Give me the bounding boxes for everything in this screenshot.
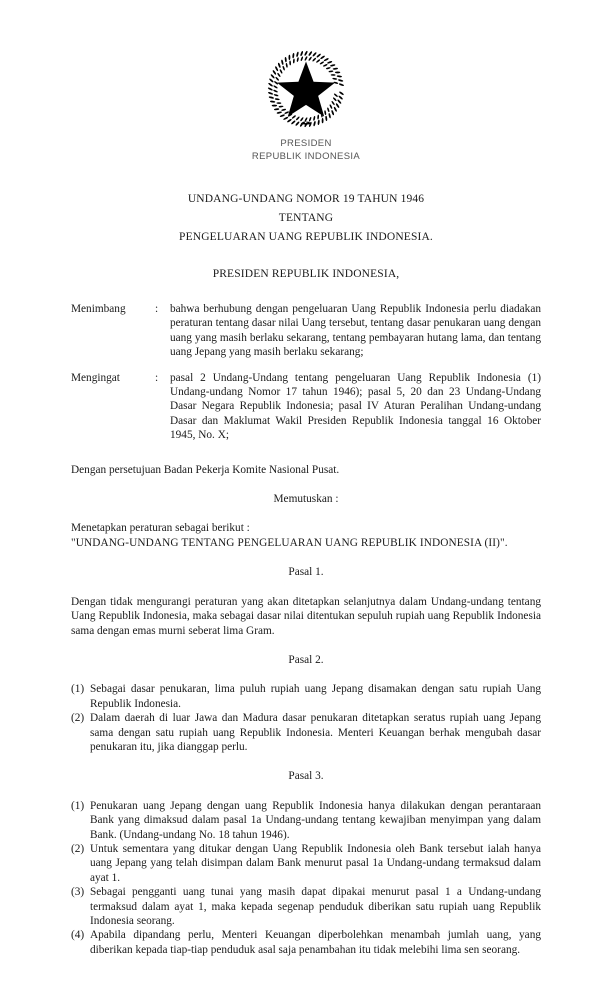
spacer — [71, 550, 541, 565]
article-item — [71, 682, 541, 711]
article-item-text: Penukaran uang Jepang dengan uang Republik Indonesia hanya dilakukan dengan perantaraan Bank yang dimaksud dalam pasal 1a Undang-undang tentang kewajiban menyimpan yang dalam Bank. (Undang-undang No. 18 tahun 1946). — [90, 799, 541, 841]
consideration-label: Mengingat — [71, 371, 120, 384]
article-item-number: (2) — [71, 712, 85, 725]
article-item-text: Sebagai pengganti uang tunai yang masih dapat dipakai menurut pasal 1 a Undang-undang termaksud dalam ayat 1, maka kepada segenap penduduk diberikan satu rupiah uang Republik Indonesia seorang. — [90, 886, 541, 927]
article-item-number: (1) — [71, 683, 85, 696]
enactment-line: Menetapkan peraturan sebagai berikut : — [71, 522, 250, 535]
spacer — [71, 638, 541, 653]
article-item-text: Dalam daerah di luar Jawa dan Madura dasar penukaran ditetapkan seratus rupiah uang Jepang sama dengan satu rupiah uang Republik Indonesia. Menteri Keuangan berhak mengubah dasar penukaran itu, jika dianggap perlu. — [90, 712, 541, 753]
enactment-title: "UNDANG-UNDANG TENTANG PENGELUARAN UANG REPUBLIK INDONESIA (II)". — [71, 536, 508, 549]
article-item — [71, 928, 541, 957]
spacer — [71, 454, 541, 463]
issuing-authority: PRESIDEN REPUBLIK INDONESIA, — [212, 268, 400, 280]
title-line-number: UNDANG-UNDANG NOMOR 19 TAHUN 1946 — [187, 193, 425, 205]
article-items-2 — [71, 682, 541, 754]
document-title-block — [71, 190, 541, 247]
article-item — [71, 711, 541, 754]
garuda-star-wreath-emblem — [263, 46, 349, 132]
consideration-text: pasal 2 Undang-Undang tentang pengeluaran Uang Republik Indonesia (1) Undang-undang Nomor 17 tahun 1946); pasal 5, 20 dan 23 Undang-Undang Dasar Negara Republik Indonesia; pasal IV Aturan Peralihan Undang-undang Dasar dan Maklumat Wakil Presiden Republik Indonesia tanggal 16 Oktober 1945, No. X; — [170, 371, 541, 442]
decision-heading: Memutuskan : — [273, 493, 339, 506]
spacer — [71, 754, 541, 769]
masthead-caption — [0, 138, 612, 163]
article-heading-2: Pasal 2. — [288, 653, 324, 666]
article-heading-3: Pasal 3. — [288, 770, 324, 783]
article-item — [71, 799, 541, 842]
consideration-row-mengingat — [71, 371, 541, 443]
article-item-number: (1) — [71, 799, 85, 812]
article-item — [71, 885, 541, 928]
spacer — [71, 580, 541, 595]
article-item-number: (2) — [71, 842, 85, 855]
article-heading-1: Pasal 1. — [288, 566, 324, 579]
spacer — [71, 506, 541, 521]
article-items-3 — [71, 799, 541, 957]
consideration-label: Menimbang — [71, 303, 126, 315]
consideration-colon: : — [155, 371, 159, 384]
masthead-caption-line-2: REPUBLIK INDONESIA — [251, 150, 361, 162]
article-item-number: (4) — [71, 929, 85, 942]
masthead-caption-line-1: PRESIDEN — [280, 138, 332, 149]
spacer — [71, 477, 541, 492]
article-item-text: Untuk sementara yang ditukar dengan Uang Republik Indonesia oleh Bank tersebut ialah hanya uang Jepang yang telah disimpan dalam Bank menurut pasal 1a Undang-undang termaksud dalam ayat 1. — [90, 842, 541, 884]
spacer — [71, 784, 541, 799]
article-item-text: Sebagai dasar penukaran, lima puluh rupiah uang Jepang disamakan dengan satu rupiah Uang Republik Indonesia. — [90, 683, 541, 710]
title-line-tentang: TENTANG — [278, 212, 334, 224]
consideration-row-menimbang — [71, 302, 541, 360]
document-body — [71, 302, 541, 957]
consideration-text: bahwa berhubung dengan pengeluaran Uang Republik Indonesia perlu diadakan peraturan tentang dasar nilai Uang tersebut, tentang dasar penukaran uang dengan uang yang masih berlaku sekarang, tentang pembayaran hutang lama, dan tentang uang Jepang yang masih berlaku sekarang; — [170, 303, 541, 359]
consideration-colon: : — [155, 303, 159, 315]
title-line-subject: PENGELUARAN UANG REPUBLIK INDONESIA. — [179, 231, 433, 243]
article-item — [71, 842, 541, 885]
article-paragraph-1: Dengan tidak mengurangi peraturan yang akan ditetapkan selanjutnya dalam Undang-undang tentang Uang Republik Indonesia, maka sebagai dasar nilai ditentukan sepuluh rupiah uang Republik Indonesia sama dengan emas murni seberat lima Gram. — [71, 595, 541, 637]
article-item-number: (3) — [71, 886, 85, 899]
approval-line: Dengan persetujuan Badan Pekerja Komite Nasional Pusat. — [71, 463, 340, 476]
masthead — [0, 46, 612, 163]
spacer — [71, 667, 541, 682]
article-item-text: Apabila dipandang perlu, Menteri Keuangan diperbolehkan menambah jumlah uang, yang diberikan kepada tiap-tiap penduduk asal saja penambahan itu tidak melebihi lima sen seorang. — [90, 929, 541, 956]
